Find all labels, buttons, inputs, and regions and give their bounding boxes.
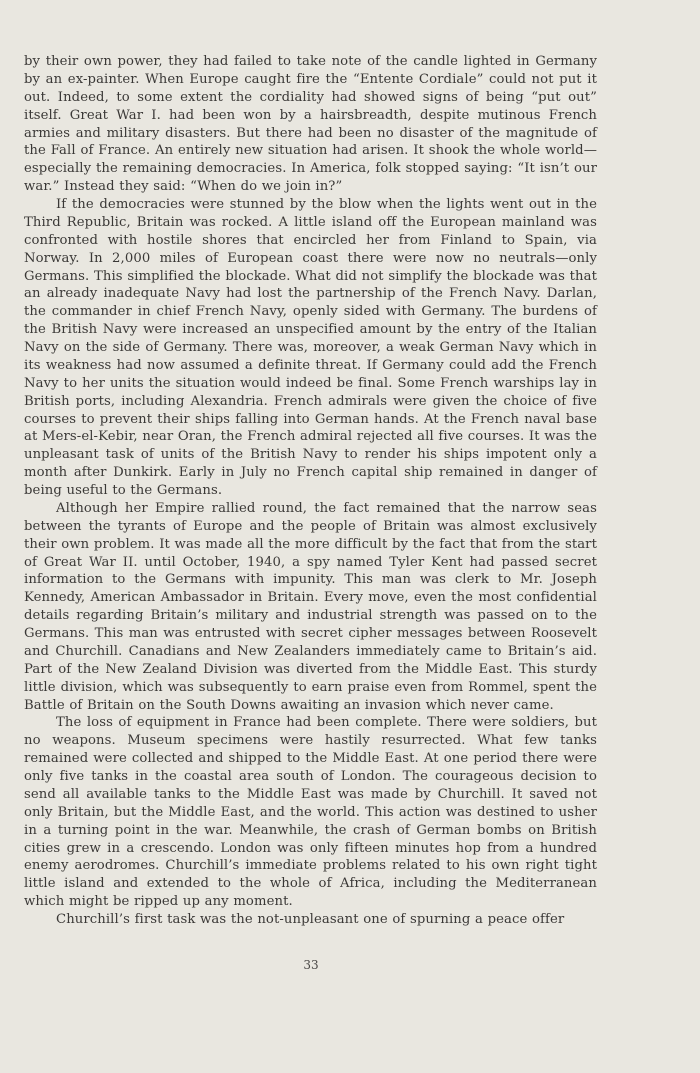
paragraph: If the democracies were stunned by the blow when the lights went out in the Third Republic, Britain was rocked. A little island off the European mainland was confronted with hostile shores that encircled her from Finland to Spain, via Norway. In 2,000 miles of European coast there were now no neutrals—only Germans. This simplified the blockade. What did not simplify the blockade was that an already inadequate Navy had lost the partnership of the French Navy. Darlan, the commander in chief French Navy, openly sided with Germany. The burdens of the British Navy were increased an unspecified amount by the entry of the Italian Navy on the side of Germany. There was, moreover, a weak German Navy which in its weakness had now assumed a definite threat. If Germany could add the French Navy to her units the situation would indeed be final. Some French warships lay in British ports, including Alexandria. French admirals were given the choice of five courses to prevent their ships falling into German hands. At the French naval base at Mers-el-Kebir, near Oran, the French admiral rejected all five courses. It was the unpleasant task of units of the British Navy to render his ships impotent only a month after Dunkirk. Early in July no French capital ship remained in danger of being useful to the Germans. bbox=[24, 197, 597, 498]
paragraph: Churchill’s first task was the not-unpleasant one of spurning a peace offer bbox=[56, 912, 565, 927]
paragraph: The loss of equipment in France had been complete. There were soldiers, but no weapons. Museum specimens were hastily resurrected. What few tanks remained were collected and shipped to the Middle East. At one period there were only five tanks in the coastal area south of London. The courageous decision to send all available tanks to the Middle East was made by Churchill. It saved not only Britain, but the Middle East, and the world. This action was destined to usher in a turning point in the war. Meanwhile, the crash of German bombs on British cities grew in a crescendo. London was only fifteen minutes hop from a hundred enemy aerodromes. Churchill’s immediate problems related to his own right tight little island and extended to the whole of Africa, including the Mediterranean which might be ripped up any moment. bbox=[24, 715, 597, 910]
paragraph: Although her Empire rallied round, the fact remained that the narrow seas between the tyrants of Europe and the people of Britain was almost exclusively their own problem. It was made all the more difficult by the fact that from the start of Great War II. until October, 1940, a spy named Tyler Kent had passed secret information to the Germans with impunity. This man was clerk to Mr. Joseph Kennedy, American Ambassador in Britain. Every move, even the most confidential details regarding Britain’s military and industrial strength was passed on to the Germans. This man was entrusted with secret cipher messages between Roosevelt and Churchill. Canadians and New Zealanders immediately came to Britain’s aid. Part of the New Zealand Division was diverted from the Middle East. This sturdy little division, which was subsequently to earn praise even from Rommel, spent the Battle of Britain on the South Downs awaiting an invasion which never came. bbox=[24, 500, 597, 713]
paragraph: by their own power, they had failed to take note of the candle lighted in Germany by an ex-painter. When Europe caught fire the “Entente Cordiale” could not put it out. Indeed, to some extent the cordiality had showed signs of being “put out” itself. Great War I. had been won by a hairsbreadth, despite mutinous French armies and military disasters. But there had been no disaster of the magnitude of the Fall of France. An entirely new situation had arisen. It shook the whole world—especially the remaining democracies. In America, folk stopped saying: “It isn’t our war.” Instead they said: “When do we join in?” bbox=[24, 54, 597, 195]
page-number: 33 bbox=[303, 958, 319, 972]
body-text bbox=[24, 53, 597, 929]
